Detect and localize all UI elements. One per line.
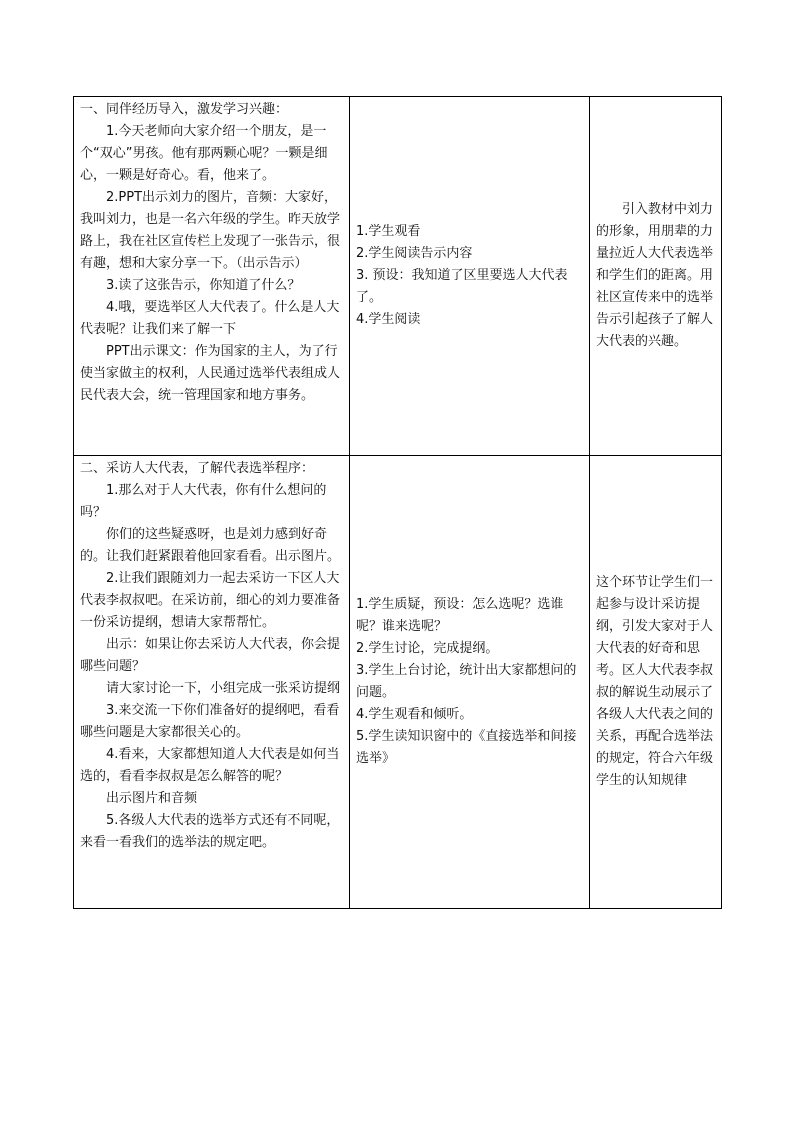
student-step: 5.学生读知识窗中的《直接选举和间接选举》 xyxy=(356,729,577,766)
teacher-activity-cell xyxy=(74,456,350,909)
teacher-step: 出示：如果让你去采访人大代表，你会提哪些问题？ xyxy=(80,637,341,674)
teacher-step: 3.来交流一下你们准备好的提纲吧，看看哪些问题是大家都很关心的。 xyxy=(80,703,340,740)
student-step: 4.学生观看和倾听。 xyxy=(356,707,473,722)
section-heading: 一、同伴经历导入，激发学习兴趣： xyxy=(80,102,289,117)
teacher-step: 4.哦，要选举区人大代表了。什么是人大代表呢？让我们来了解一下 xyxy=(80,300,340,337)
teacher-step: 2.让我们跟随刘力一起去采访一下区人大代表李叔叔吧。在采访前，细心的刘力要准备一份采访提纲，想请大家帮帮忙。 xyxy=(80,571,341,630)
teacher-step: PPT出示课文：作为国家的主人，为了行使当家做主的权利，人民通过选举代表组成人民代表大会，统一管理国家和地方事务。 xyxy=(80,344,341,403)
design-intent-cell xyxy=(590,456,722,909)
teacher-step: 4.看来，大家都想知道人大代表是如何当选的，看看李叔叔是怎么解答的呢？ xyxy=(80,747,340,784)
student-step: 4.学生阅读 xyxy=(356,312,421,327)
student-activity-cell xyxy=(350,97,590,456)
design-intent-text: 引入教材中刘力的形象，用朋辈的力量拉近人大代表选举和学生们的距离。用社区宣传来中的选举告示引起孩子了解人大代表的兴趣。 xyxy=(596,202,714,349)
student-step: 3. 预设：我知道了区里要选人大代表了。 xyxy=(356,268,568,305)
student-step: 1.学生观看 xyxy=(356,224,421,239)
teacher-step: 1.今天老师向大家介绍一个朋友，是一个“双心”男孩。他有那两颗心呢？一颗是细心，一颗是好奇心。看，他来了。 xyxy=(80,124,328,183)
teacher-activity-cell xyxy=(74,97,350,456)
teacher-step: 你们的这些疑惑呀，也是刘力感到好奇的。让我们赶紧跟着他回家看看。出示图片。 xyxy=(80,527,341,564)
design-intent-cell xyxy=(590,97,722,456)
student-activity-cell xyxy=(350,456,590,909)
teacher-step: 5.各级人大代表的选举方式还有不同呢，来看一看我们的选举法的规定吧。 xyxy=(80,813,340,850)
section-heading: 二、采访人大代表，了解代表选举程序： xyxy=(80,461,315,476)
teacher-step: 请大家讨论一下，小组完成一张采访提纲 xyxy=(106,681,341,696)
student-step: 2.学生阅读告示内容 xyxy=(356,246,473,261)
teacher-step: 1.那么对于人大代表，你有什么想问的吗？ xyxy=(80,483,327,520)
student-step: 2.学生讨论，完成提纲。 xyxy=(356,641,499,656)
lesson-plan-table xyxy=(73,96,722,909)
teacher-step: 出示图片和音频 xyxy=(106,791,198,806)
design-intent-text: 这个环节让学生们一起参与设计采访提纲，引发大家对于人大代表的好奇和思考。区人大代表李叔叔的解说生动展示了各级人大代表之间的关系，再配合选举法的规定，符合六年级学生的认知规律 xyxy=(596,575,714,788)
lesson-row-1 xyxy=(74,97,722,456)
lesson-row-2 xyxy=(74,456,722,909)
student-step: 1.学生质疑，预设：怎么选呢？选谁呢？谁来选呢？ xyxy=(356,597,564,634)
teacher-step: 2.PPT出示刘力的图片，音频：大家好，我叫刘力，也是一名六年级的学生。昨天放学路上，我在社区宣传栏上发现了一张告示，很有趣，想和大家分享一下。（出示告示） xyxy=(80,190,341,271)
teacher-step: 3.读了这张告示，你知道了什么？ xyxy=(106,278,301,293)
student-step: 3.学生上台讨论，统计出大家都想问的问题。 xyxy=(356,663,577,700)
